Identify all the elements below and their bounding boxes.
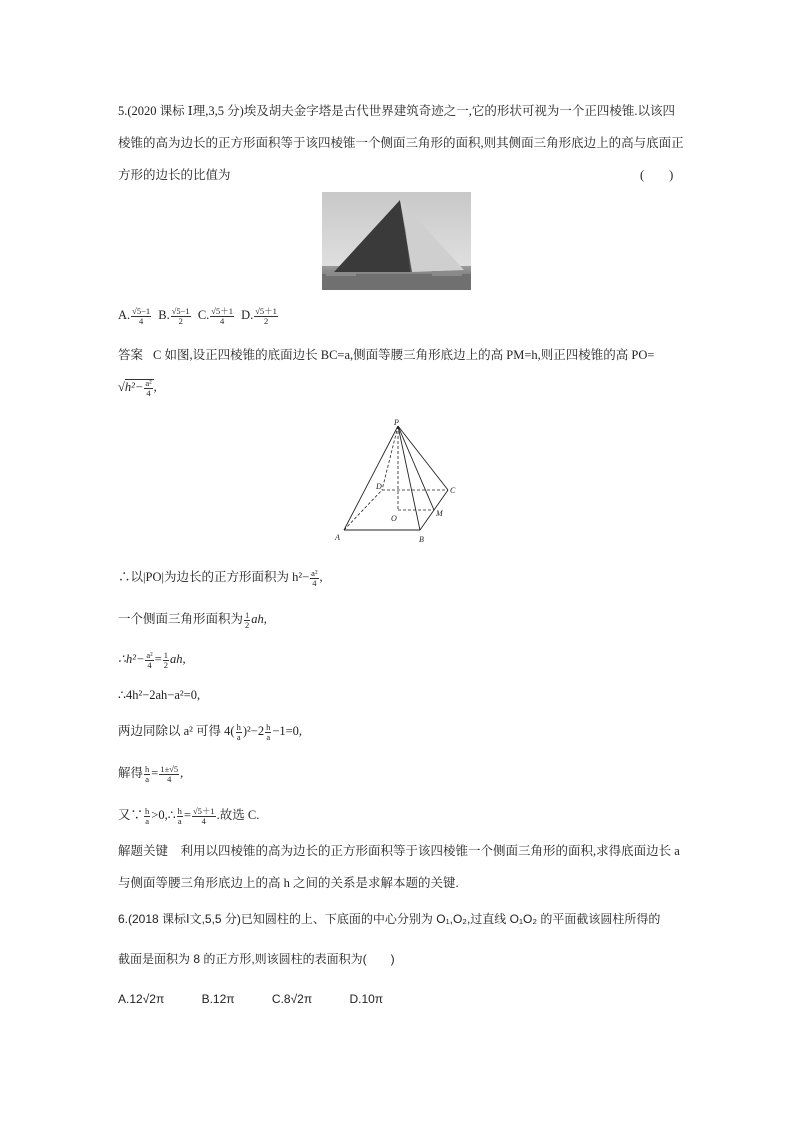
answer-sqrt-line: √h²− $\frac{\text{a²}}{4}$ , [118,377,157,398]
step-5: 两边同除以 a² 可得 4( $\frac{h}{a}$ )²−2 $\frac{h}{a}$ −1=0, [118,721,303,742]
q5-options [118,306,279,326]
key-line1: 解题关键 利用以四棱锥的高为边长的正方形面积等于该四棱锥一个侧面三角形的面积,求得底面边长 a [118,844,680,858]
label-C: C [450,486,456,495]
q6-line2: 截面是面积为 8 的正方形,则该圆柱的表面积为( ) [118,952,395,966]
step-4: ∴4h²−2ah−a²=0, [118,688,201,702]
pyramid-photo [322,192,471,290]
q5-line1: 5.(2020 课标 Ⅰ理,3,5 分)埃及胡夫金字塔是古代世界建筑奇迹之一,它的形状可视为一个正四棱锥.以该四 [118,104,676,118]
option-c: C. $\frac{√5+1}{4}$ [197,305,233,326]
step-7: 又∵ $\frac{h}{a}$ >0,∴ $\frac{h}{a}$ = $\frac{√5+1}{4}$ .故选 C. [118,805,260,826]
label-D: D [376,482,382,491]
answer-line1: 答案 C 如图,设正四棱锥的底面边长 BC=a,侧面等腰三角形底边上的高 PM=h,则正四棱锥的高 PO= [118,348,655,362]
key-line2: 与侧面等腰三角形底边上的高 h 之间的关系是求解本题的关键. [118,876,459,890]
q6-option-b: B.12π [201,992,235,1006]
option-a: A. $\frac{√5-1}{4}$ [118,305,151,326]
option-b: B. $\frac{√5-1}{2}$ [158,305,190,326]
q6-line1: 6.(2018 课标Ⅰ文,5,5 分)已知圆柱的上、下底面的中心分别为 O₁,O₂,过直线 O₁O₂ 的平面截该圆柱所得的 [118,912,661,926]
q6-options [118,990,383,1008]
step-3: ∴h²− $\frac{\text{a²}}{4}$ = $\frac{1}{2}$ ah, [118,649,186,670]
step-6: 解得 $\frac{h}{a}$ = $\frac{1\pm√5}{4}$ , [118,763,184,784]
q6-option-c: C.8√2π [271,992,313,1006]
label-O: O [391,514,397,523]
label-M: M [436,509,443,518]
q6-option-a: A.12√2π [118,992,165,1006]
q6-option-d: D.10π [349,992,384,1006]
option-d: D. $\frac{√5+1}{2}$ [241,305,277,326]
label-B: B [419,535,424,544]
q5-line2: 棱锥的高为边长的正方形面积等于该四棱锥一个侧面三角形的面积,则其侧面三角形底边上的高与底面正 [118,136,684,150]
label-P: P [394,418,399,427]
step-2: 一个侧面三角形面积为 $\frac{1}{2}$ ah, [118,609,267,630]
q5-line3: 方形的边长的比值为 [118,168,231,182]
label-A: A [335,533,340,542]
step-1: ∴以|PO|为边长的正方形面积为 h²− $\frac{\text{a²}}{4}$ , [118,567,323,588]
pyramid-diagram [330,418,470,546]
answer-label: 答案 [118,348,144,362]
q5-answer-paren: ( ) [640,168,674,182]
